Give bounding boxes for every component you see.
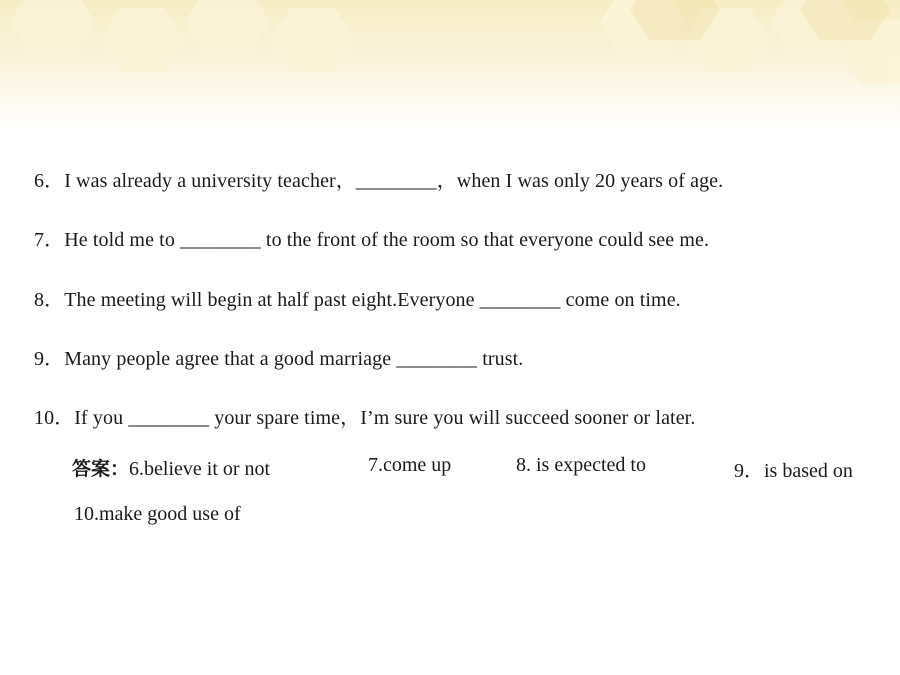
question-8: 8．The meeting will begin at half past eight.Everyone ________ come on time. — [34, 289, 681, 311]
answer-label: 答案： — [72, 458, 130, 480]
answer-8: 8. is expected to — [516, 454, 646, 476]
answer-line-1 — [72, 454, 270, 481]
answer-10: 10.make good use of — [74, 503, 241, 525]
answer-9: 9．is based on — [734, 460, 853, 482]
question-6: 6．I was already a university teacher，________，when I was only 20 years of age. — [34, 170, 724, 192]
answer-6: 6.believe it or not — [129, 458, 271, 480]
question-9: 9．Many people agree that a good marriage ________ trust. — [34, 348, 524, 370]
question-10: 10．If you ________ your spare time，I’m sure you will succeed sooner or later. — [34, 407, 696, 429]
answer-7: 7.come up — [368, 454, 452, 476]
question-7: 7．He told me to ________ to the front of the room so that everyone could see me. — [34, 229, 710, 251]
